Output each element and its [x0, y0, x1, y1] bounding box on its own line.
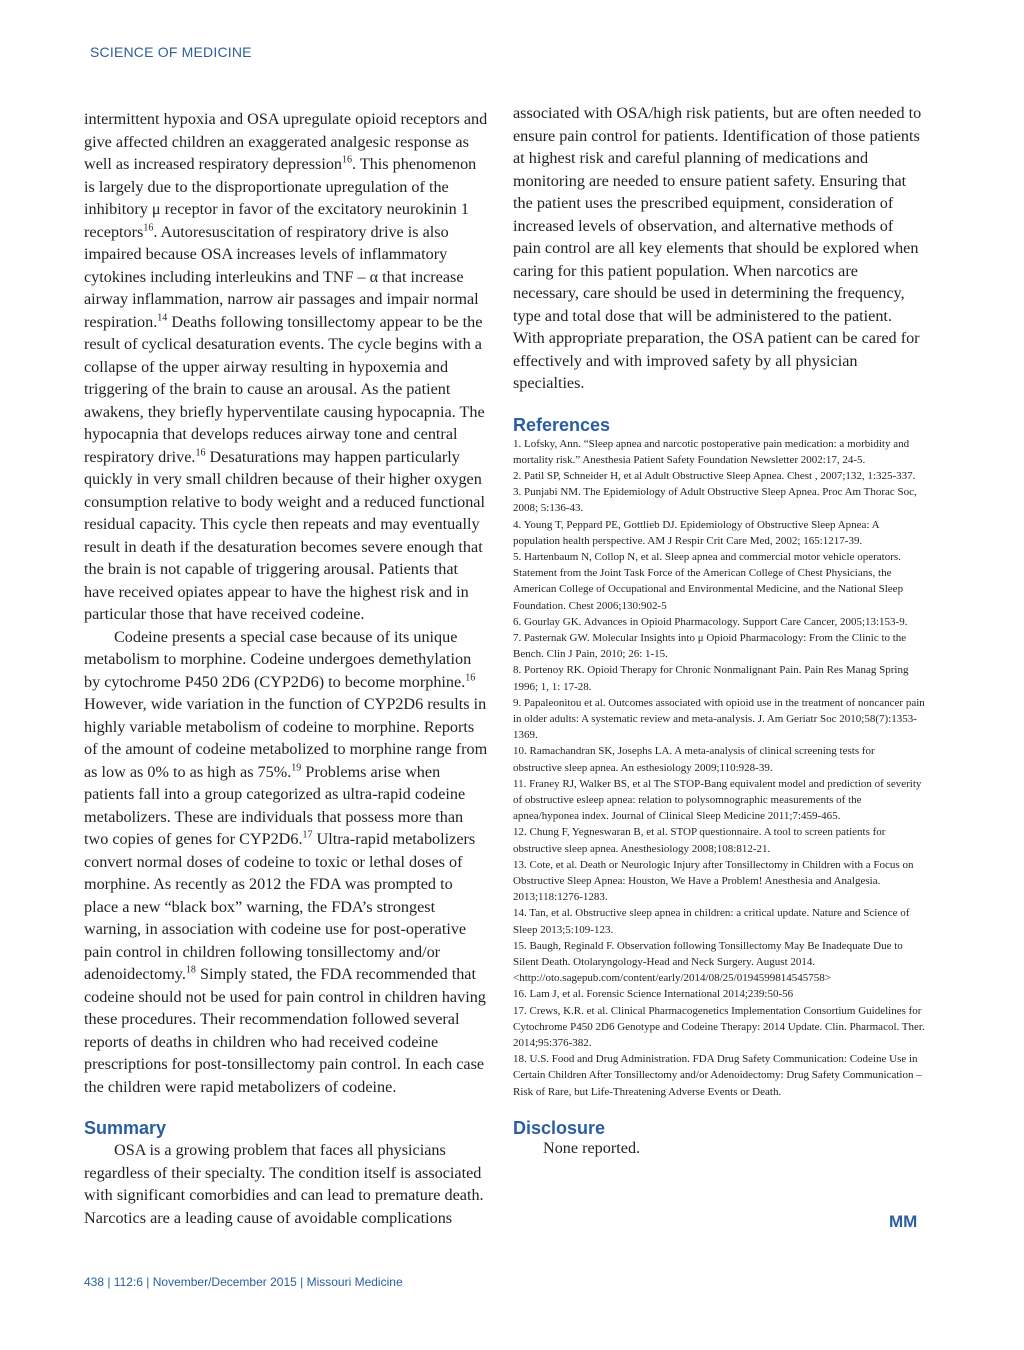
reference-item: 15. Baugh, Reginald F. Observation following Tonsillectomy May Be Inadequate Due to Silent Death. Otolaryngology-Head and Neck Surgery. August 2014. <http://oto.sagepub.com/content/early/2014/08/25/0194599814545758>: [513, 939, 903, 985]
page-footer: 438 | 112:6 | November/December 2015 | Missouri Medicine: [84, 1275, 403, 1289]
citation-superscript: 19: [291, 762, 302, 774]
reference-item: 7. Pasternak GW. Molecular Insights into μ Opioid Pharmacology: From the Clinic to the Bench. Clin J Pain, 2010; 26: 1-15.: [513, 631, 907, 661]
reference-item: 12. Chung F, Yegneswaran B, et al. STOP questionnaire. A tool to screen patients for obstructive sleep apnea. Anesthesiology 2008;108:812-21.: [513, 826, 886, 855]
reference-item: 11. Franey RJ, Walker BS, et al The STOP-Bang equivalent model and prediction of severity of obstructive esleep apnea: relation to polysomnographic measurements of the apnea/hyponea index. Journal of Clinical Sleep Medicine 2011;7:459-465.: [513, 777, 922, 823]
reference-item: 10. Ramachandran SK, Josephs LA. A meta-analysis of clinical screening tests for obstructive sleep apnea. An esthesiology 2009;110:928-39.: [513, 745, 875, 774]
text-run: Deaths following tonsillectomy appear to be the result of cyclical desaturation events. The cycle begins with a collapse of the upper airway resulting in hypoxemia and triggering of the brain to cause an arousal. As the patient awakens, they briefly hyperventilate causing hypocapnia. The hypocapnia that develops reduces airway tone and central respiratory drive.: [84, 312, 485, 466]
body-paragraph-3: associated with OSA/high risk patients, but are often needed to ensure pain control for patients. Identification of those patients at highest risk and careful planning of medications and monitoring are needed to ensure patient safety. Ensuring that the patient uses the prescribed equipment, consideration of increased levels of observation, and alternative methods of pain control are all key elements that should be explored when caring for this patient population. When narcotics are necessary, care should be used in determining the frequency, type and total dose that will be administered to the patient. With appropriate preparation, the OSA patient can be cared for effectively and with improved safety by all physician specialties.: [513, 104, 922, 392]
summary-heading: Summary: [84, 1118, 167, 1138]
section-header: SCIENCE OF MEDICINE: [90, 44, 252, 60]
text-run: Desaturations may happen particularly quickly in very small children because of their higher oxygen consumption relative to body weight and a reduced functional residual capacity. This cycle then repeats and may eventually result in death if the desaturation becomes severe enough that the brain is not capable of triggering arousal. Patients that have received opiates appear to have the highest risk and in particular those that have received codeine.: [84, 447, 485, 623]
citation-superscript: 16: [465, 672, 476, 684]
disclosure-text: None reported.: [543, 1138, 641, 1157]
citation-superscript: 16: [342, 154, 353, 166]
mm-mark: MM: [889, 1212, 918, 1231]
reference-item: 4. Young T, Peppard PE, Gottlieb DJ. Epidemiology of Obstructive Sleep Apnea: A population health perspective. AM J Respir Crit Care Med, 2002; 165:1217-39.: [513, 518, 879, 547]
summary-paragraph: OSA is a growing problem that faces all physicians regardless of their specialty. The condition itself is associated with significant comorbidies and can lead to premature death. Narcotics are a leading cause of avoidable complications: [84, 1141, 484, 1227]
citation-superscript: 14: [157, 312, 168, 324]
reference-item: 5. Hartenbaum N, Collop N, et al. Sleep apnea and commercial motor vehicle operators. Statement from the Joint Task Force of the American College of Chest Physicians, the American College of Occupational and Environmental Medicine, and the National Sleep Foundation. Chest 2006;130:902-5: [513, 550, 904, 612]
reference-item: 3. Punjabi NM. The Epidemiology of Adult Obstructive Sleep Apnea. Proc Am Thorac Soc, 2008; 5:136-43.: [513, 486, 917, 515]
citation-superscript: 16: [143, 222, 154, 234]
text-run: Codeine presents a special case because of its unique metabolism to morphine. Codeine undergoes demethylation by cytochrome P450 2D6 (CYP2D6) to become morphine.: [84, 627, 472, 691]
reference-item: 9. Papaleonitou et al. Outcomes associated with opioid use in the treatment of noncancer pain in older adults: A systematic review and meta-analysis. J. Am Geriatr Soc 2010;58(7):1353-1369.: [513, 696, 925, 742]
text-run: . Autoresuscitation of respiratory drive is also impaired because OSA increases levels of inflammatory cytokines including interleukins and TNF – α that increase airway inflammation, narrow air passages and impair normal respiration.: [84, 222, 479, 331]
left-column: [84, 108, 490, 1229]
text-run: Problems arise when patients fall into a group categorized as ultra-rapid codeine metabolizers. These are individuals that possess more than two copies of genes for CYP2D6.: [84, 762, 466, 848]
text-run: intermittent hypoxia and OSA upregulate opioid receptors and give affected children an exaggerated analgesic response as well as increased respiratory depression: [84, 110, 488, 173]
references-heading: References: [513, 414, 611, 435]
reference-item: 2. Patil SP, Schneider H, et al Adult Obstructive Sleep Apnea. Chest , 2007;132, 1:325-337.: [513, 469, 916, 482]
text-run: Simply stated, the FDA recommended that codeine should not be used for pain control in children having these procedures. Their recommendation followed several reports of deaths in children who had received codeine prescriptions for post-tonsillectomy pain control. In each case the children were rapid metabolizers of codeine.: [84, 965, 486, 1096]
disclosure-heading: Disclosure: [513, 1117, 606, 1138]
text-run: . This phenomenon is largely due to the disproportionate upregulation of the inhibitory μ receptor in favor of the excitatory neurokinin 1 receptors: [84, 155, 477, 241]
citation-superscript: 16: [195, 447, 206, 459]
reference-item: 18. U.S. Food and Drug Administration. FDA Drug Safety Communication: Codeine Use in Certain Children After Tonsillectomy and/or Adenoidectomy: Drug Safety Communication – Risk of Rare, but Life-Threatening Adverse Events or Death.: [513, 1053, 922, 1098]
references-list: [513, 436, 925, 1100]
reference-item: 17. Crews, K.R. et al. Clinical Pharmacogenetics Implementation Consortium Guidelines for Cytochrome P450 2D6 Genotype and Codeine Therapy: 2014 Update. Clin. Pharmacol. Ther. 2014;95:376-382.: [513, 1004, 925, 1050]
text-run: Ultra-rapid metabolizers convert normal doses of codeine to toxic or lethal doses of morphine. As recently as 2012 the FDA was prompted to place a new “black box” warning, the FDA’s strongest warning, in association with codeine use for post-operative pain control in children following tonsillectomy and/or adenoidectomy.: [84, 830, 476, 983]
reference-item: 1. Lofsky, Ann. “Sleep apnea and narcotic postoperative pain medication: a morbidity and mortality risk.” Anesthesia Patient Safety Foundation Newsletter 2002:17, 24-5.: [513, 437, 910, 466]
reference-item: 6. Gourlay GK. Advances in Opioid Pharmacology. Support Care Cancer, 2005;13:153-9.: [513, 615, 908, 628]
reference-item: 14. Tan, et al. Obstructive sleep apnea in children: a critical update. Nature and Science of Sleep 2013;5:109-123.: [513, 907, 910, 936]
reference-item: 8. Portenoy RK. Opioid Therapy for Chronic Nonmalignant Pain. Pain Res Manag Spring 1996; 1, 1: 17-28.: [513, 664, 909, 693]
body-paragraph-1: [84, 108, 490, 626]
text-run: However, wide variation in the function of CYP2D6 results in highly variable metabolism of codeine to morphine. Reports of the amount of codeine metabolized to morphine range from as low as 0% to as high as 75%.: [84, 695, 488, 781]
reference-item: 16. Lam J, et al. Forensic Science International 2014;239:50-56: [513, 988, 794, 1001]
citation-superscript: 17: [302, 829, 313, 841]
reference-item: 13. Cote, et al. Death or Neurologic Injury after Tonsillectomy in Children with a Focus on Obstructive Sleep Apnea: Houston, We Have a Problem! Anesthesia and Analgesia. 2013;118:1276-1283.: [513, 858, 914, 904]
body-paragraph-2: [84, 626, 490, 1099]
right-column: [513, 102, 925, 1158]
citation-superscript: 18: [185, 964, 196, 976]
